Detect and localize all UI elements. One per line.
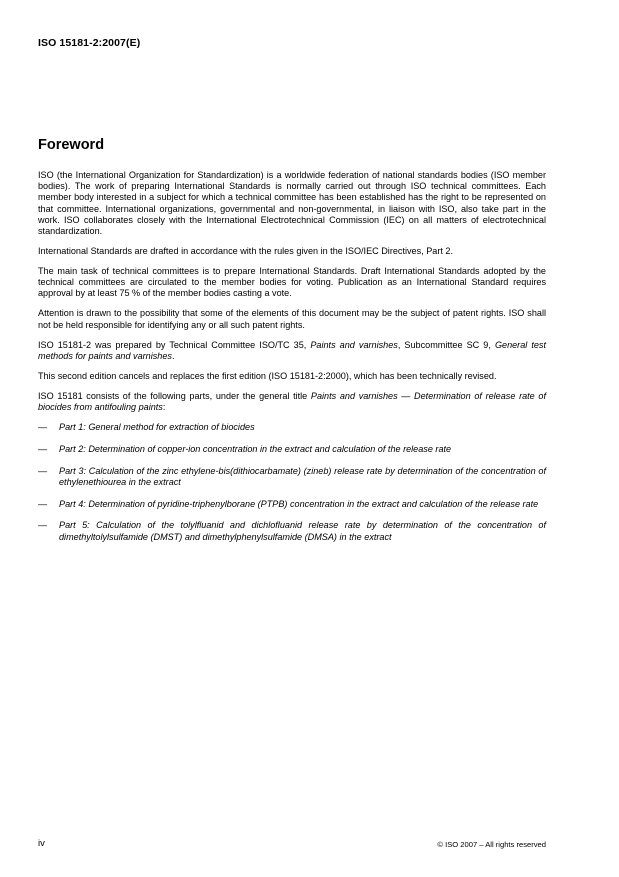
document-identifier: ISO 15181-2:2007(E)	[38, 37, 141, 49]
part-title: Part 3: Calculation of the zinc ethylene-bis(dithiocarbamate) (zineb) release rate by determination of the concentration of ethylenethiourea in the extract	[59, 465, 546, 487]
dash-bullet: —	[38, 465, 48, 476]
list-item	[38, 499, 546, 510]
parts-list	[38, 422, 546, 543]
part-title: Part 5: Calculation of the tolylfluanid and dichlofluanid release rate by determination of the concentration of dimethyltolylsulfamide (DMST) and dimethylphenylsulfamide (DMSA) in the extract	[59, 520, 546, 542]
section-title: Foreword	[38, 137, 105, 153]
dash-bullet: —	[38, 498, 48, 509]
subcommittee-text: , Subcommittee SC 9,	[397, 339, 495, 350]
paragraph-edition: This second edition cancels and replaces the first edition (ISO 15181-2:2000), which has been technically revised.	[38, 370, 497, 381]
copyright-notice: © ISO 2007 – All rights reserved	[437, 840, 546, 849]
list-item	[38, 422, 546, 433]
prepared-by-end: .	[171, 350, 175, 361]
paragraph-directives: International Standards are drafted in accordance with the rules given in the ISO/IEC Directives, Part 2.	[38, 246, 453, 257]
dash-bullet: —	[38, 422, 48, 433]
list-item	[38, 444, 546, 455]
page-number: iv	[38, 838, 45, 849]
foreword-body	[38, 170, 546, 553]
subcommittee-title: General test methods for paints and varnishes	[38, 339, 546, 361]
list-item	[38, 466, 546, 488]
part-title: Part 2: Determination of copper-ion concentration in the extract and calculation of the release rate	[59, 443, 452, 454]
parts-intro-text: ISO 15181 consists of the following parts, under the general title	[38, 390, 311, 401]
dash-bullet: —	[38, 520, 48, 531]
part-title: Part 4: Determination of pyridine-triphenylborane (PTPB) concentration in the extract and calculation of the release rate	[59, 498, 539, 509]
general-title: Paints and varnishes — Determination of release rate of biocides from antifouling paints	[38, 390, 546, 413]
paragraph-prepared-by	[38, 340, 546, 362]
prepared-by-text: ISO 15181-2 was prepared by Technical Committee ISO/TC 35,	[38, 339, 311, 350]
parts-intro-end: :	[162, 402, 166, 413]
paragraph-committee-task: The main task of technical committees is to prepare International Standards. Draft International Standards adopted by the technical committees are circulated to the member bodies for voting. Publication as an International Standard requires approval by at least 75 % of the member bodies casting a vote.	[38, 266, 546, 299]
paragraph-parts-intro	[38, 391, 546, 413]
list-item	[38, 520, 546, 542]
part-title: Part 1: General method for extraction of biocides	[59, 422, 255, 433]
paragraph-iso-federation: ISO (the International Organization for Standardization) is a worldwide federation of national standards bodies (ISO member bodies). The work of preparing International Standards is normally carried out through ISO technical committees. Each member body interested in a subject for which a technical committee has been established has the right to be represented on that committee. International organizations, governmental and non-governmental, in liaison with ISO, also take part in the work. ISO collaborates closely with the International Electrotechnical Commission (IEC) on all matters of electrotechnical standardization.	[38, 170, 546, 237]
committee-title: Paints and varnishes	[310, 339, 398, 350]
paragraph-patent-rights: Attention is drawn to the possibility that some of the elements of this document may be the subject of patent rights. ISO shall not be held responsible for identifying any or all such patent rights.	[38, 308, 546, 330]
dash-bullet: —	[38, 443, 48, 454]
